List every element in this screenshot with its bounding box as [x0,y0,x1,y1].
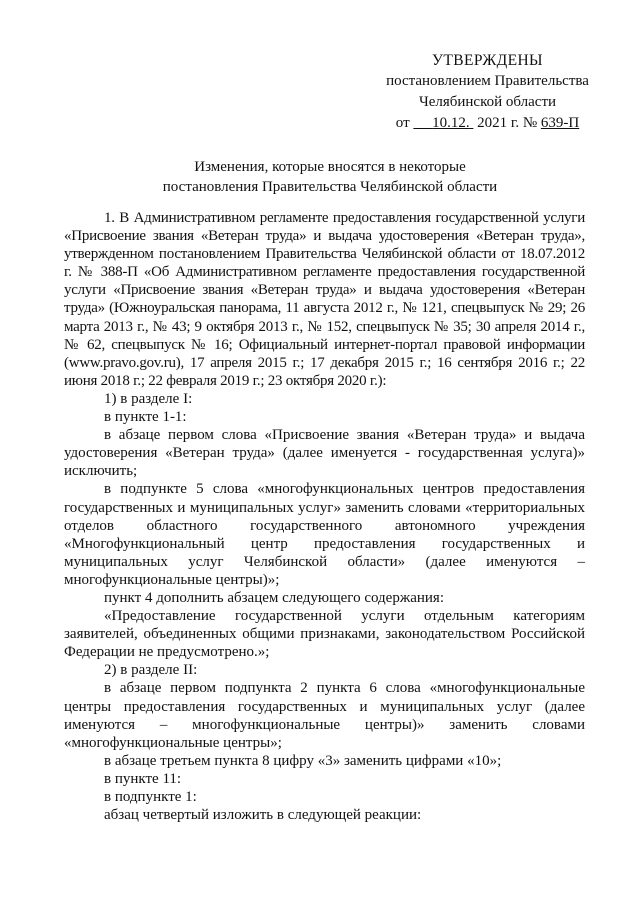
paragraph: в пункте 11: [104,770,182,787]
paragraph: 1. В Административном регламенте предоставления государственной услуги «Присвоение звания «Ветеран труда» и выдача удостоверения «Ветеран труда», утвержденном постановлением Правительства Челябинской области от 18.07.2012 г. № 388-П «Об Административном регламенте предоставления государственной услуги «Присвоение звания «Ветеран труда» и выдача удостоверения «Ветеран труда» (Южноуральская панорама, 11 августа 2012 г., № 121, спецвыпуск № 29; 26 марта 2013 г., № 43; 9 октября 2013 г., № 152, спецвыпуск № 35; 30 апреля 2014 г., № 62, спецвыпуск № 16; Официальный интернет-портал правовой информации (www.pravo.gov.ru), 17 апреля 2015 г.; 17 декабря 2015 г.; 16 сентября 2016 г.; 22 июня 2018 г.; 22 февраля 2019 г.; 23 октября 2020 г.): [64,210,585,389]
paragraph: в подпункте 1: [104,789,197,805]
date-suffix: 2021 г. № [477,115,538,131]
paragraph: в подпункте 5 слова «многофункциональных центров предоставления государственных и муниципальных услуг» заменить словами «территориальных отделов областного государственного автономного учреждения «Многофункциональный центр предоставления государственных и муниципальных услуг Челябинской области» (далее именуются – многофункциональные центры)»; [64,481,585,588]
date-value: 10.12. [432,115,470,131]
paragraph: в абзаце первом подпункта 2 пункта 6 слова «многофункциональные центры предоставления государственных и муниципальных услуг (далее именуются – многофункциональные центры)» заменить словами «многофункциональные центры»; [64,680,585,751]
approval-heading: УТВЕРЖДЕНЫ [432,52,543,69]
approval-stamp [370,50,605,134]
title-line-2: постановления Правительства Челябинской области [162,179,498,195]
date-prefix: от [395,115,410,131]
paragraph: в абзаце третьем пункта 8 цифру «3» заменить цифрами «10»; [104,752,502,769]
paragraph: пункт 4 дополнить абзацем следующего содержания: [104,589,444,606]
title-line-1: Изменения, которые вносятся в некоторые [194,159,466,175]
document-body [64,209,585,824]
paragraph: 1) в разделе I: [104,390,193,407]
approval-line-2: Челябинской области [418,94,557,110]
document-title [80,157,580,197]
paragraph: в абзаце первом слова «Присвоение звания «Ветеран труда» и выдача удостоверения «Ветеран труда» (далее именуется - государственная услуга)» исключить; [64,427,585,480]
paragraph: в пункте 1-1: [104,409,187,426]
approval-line-1: постановлением Правительства [386,73,589,89]
paragraph: «Предоставление государственной услуги отдельным категориям заявителей, объединенных общими признаками, законодательством Российской Федерации не предусмотрено.»; [64,608,585,661]
approval-date-line [370,113,605,134]
paragraph: 2) в разделе II: [104,662,198,679]
paragraph: абзац четвертый изложить в следующей реакции: [104,807,422,824]
resolution-number: 639-П [540,115,580,131]
